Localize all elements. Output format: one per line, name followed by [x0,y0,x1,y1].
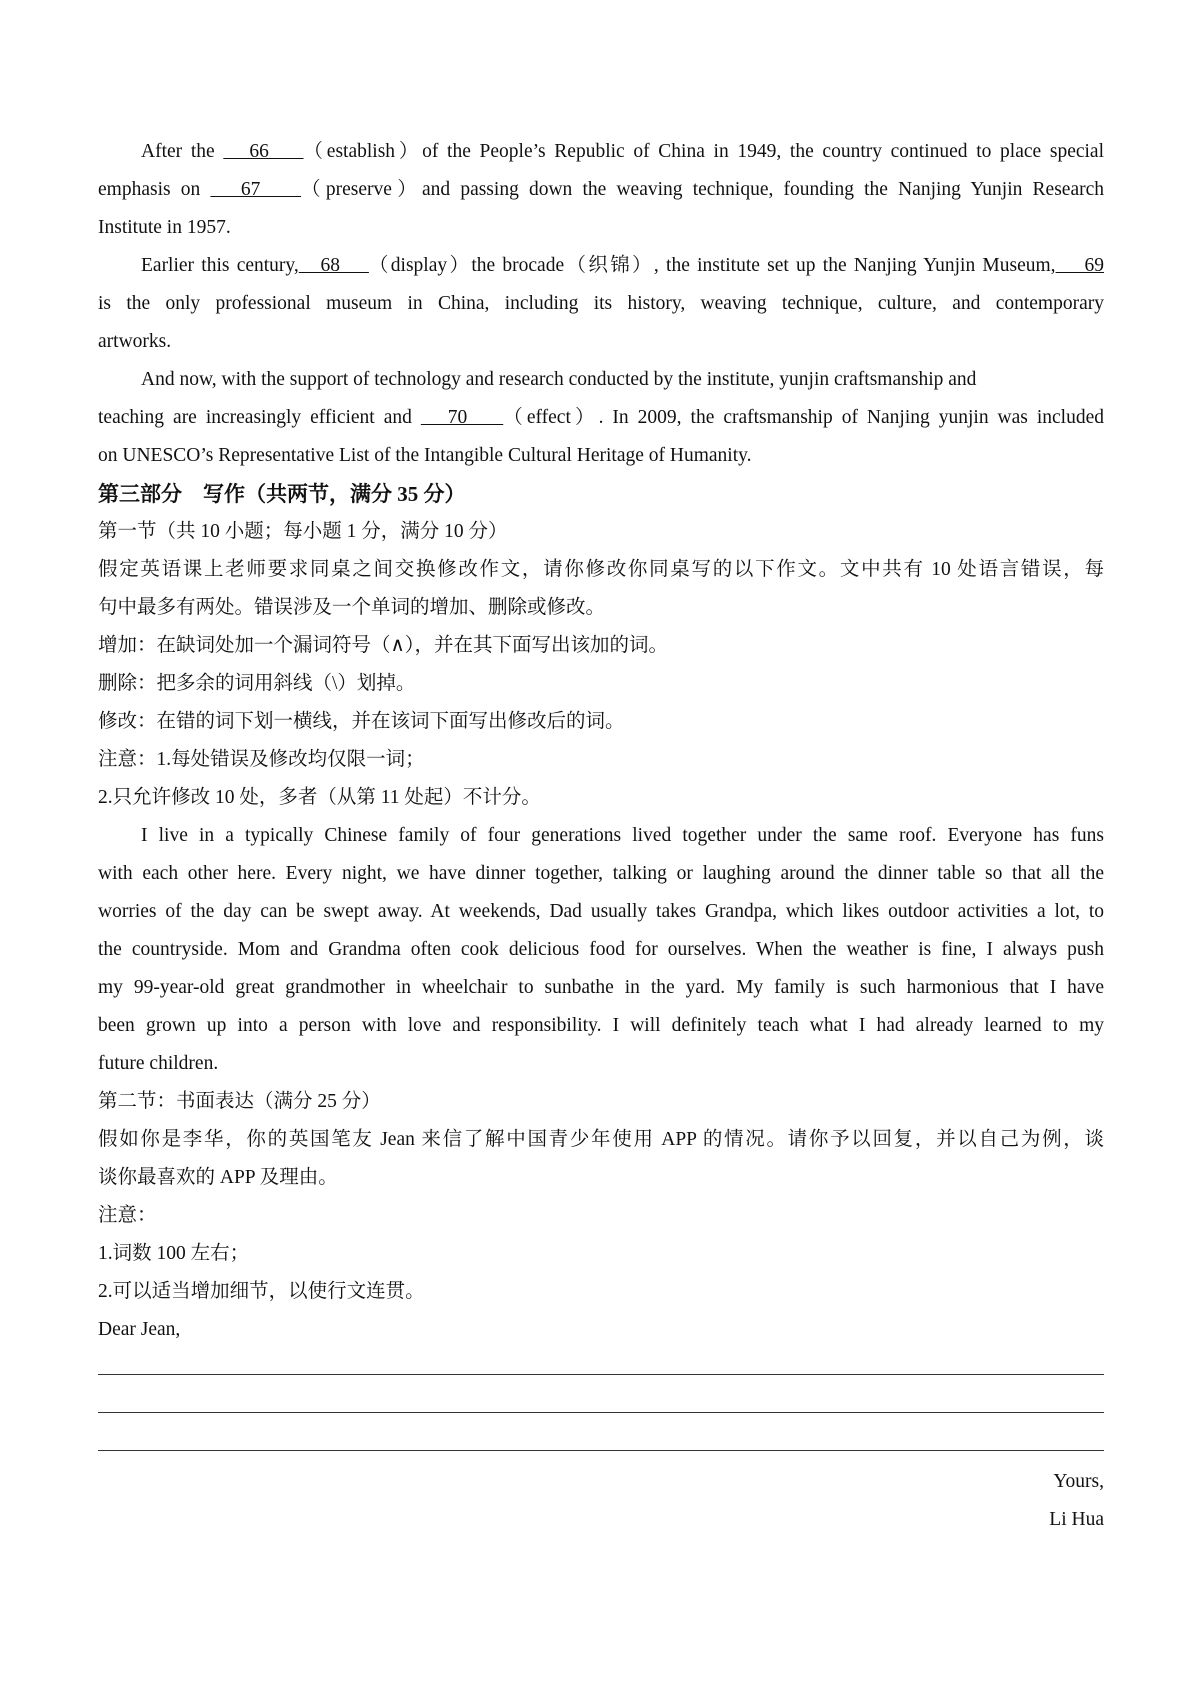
text-line [98,1463,1104,1501]
writing-answer-line [98,1349,1104,1387]
text-segment: 第三部分 写作（共两节，满分 35 分） [98,482,466,506]
text-segment: After the [141,141,224,162]
text-line [98,171,1104,209]
text-segment: on UNESCO’s Representative List of the Intangible Cultural Heritage of Humanity. [98,445,752,466]
text-line [98,741,1104,779]
text-line [98,1235,1104,1273]
text-segment: 注意：1.每处错误及修改均仅限一词； [98,749,425,770]
text-segment: 假如你是李华，你的英国笔友 Jean 来信了解中国青少年使用 APP 的情况。请你予以回复，并以自己为例，谈 [98,1129,1104,1150]
answer-blank: 68 [298,255,369,276]
text-segment: is the only professional museum in China, including its history, weaving technique, culture, and contemporary [98,293,1104,314]
text-line [98,133,1104,171]
answer-blank: 66 [223,141,304,162]
answer-blank: 70 [420,407,504,428]
text-line [98,1273,1104,1311]
text-segment: Earlier this century, [141,255,299,276]
text-line [98,1045,1104,1083]
text-line [98,323,1104,361]
text-segment: （establish）of the People’s Republic of China in 1949, the country continued to place special [303,141,1104,162]
answer-blank: 67 [210,179,302,200]
text-line [98,1007,1104,1045]
text-line [98,1501,1104,1539]
text-line [98,1121,1104,1159]
text-segment: （display）the brocade（织锦）, the institute set up the Nanjing Yunjin Museum, [368,255,1056,276]
text-segment: 修改：在错的词下划一横线，并在该词下面写出修改后的词。 [98,711,625,732]
text-segment: 2.可以适当增加细节，以使行文连贯。 [98,1281,425,1302]
text-line [98,855,1104,893]
text-line [98,665,1104,703]
text-segment: 第一节（共 10 小题；每小题 1 分，满分 10 分） [98,521,508,542]
exam-page [98,133,1104,1539]
text-segment: 增加：在缺词处加一个漏词符号（∧），并在其下面写出该加的词。 [98,635,669,656]
text-segment: And now, with the support of technology and research conducted by the institute, yunjin craftsmanship and [141,369,977,390]
text-segment: 删除：把多余的词用斜线（\）划掉。 [98,673,416,694]
section-heading [98,475,1104,513]
text-line [98,209,1104,247]
text-line [98,1311,1104,1349]
text-line [98,969,1104,1007]
text-line [98,817,1104,855]
text-segment: 谈你最喜欢的 APP 及理由。 [98,1167,338,1188]
text-segment: 2.只允许修改 10 处，多者（从第 11 处起）不计分。 [98,787,541,808]
text-line [98,1197,1104,1235]
text-segment: I live in a typically Chinese family of four generations lived together under the same roof. Everyone has funs [141,825,1104,846]
text-line [98,285,1104,323]
text-segment: 注意： [98,1205,157,1226]
text-segment: been grown up into a person with love and responsibility. I will definitely teach what I had already learned to my [98,1015,1104,1036]
text-segment: （effect）. In 2009, the craftsmanship of Nanjing yunjin was included [503,407,1105,428]
text-line [98,247,1104,285]
text-segment: my 99-year-old great grandmother in wheelchair to sunbathe in the yard. My family is such harmonious that I have [98,977,1104,998]
text-segment: Dear Jean, [98,1319,181,1340]
text-line [98,399,1104,437]
text-line [98,513,1104,551]
text-segment: Institute in 1957. [98,217,231,238]
text-segment: 假定英语课上老师要求同桌之间交换修改作文，请你修改你同桌写的以下作文。文中共有 10 处语言错误，每 [98,559,1104,580]
text-segment: emphasis on [98,179,211,200]
text-line [98,589,1104,627]
answer-blank: 69 [1055,255,1105,276]
text-segment: artworks. [98,331,172,352]
text-segment: teaching are increasingly efficient and [98,407,421,428]
text-line [98,1083,1104,1121]
text-line [98,1159,1104,1197]
text-segment: （preserve）and passing down the weaving technique, founding the Nanjing Yunjin Research [301,179,1104,200]
text-segment: Yours, [1053,1471,1104,1492]
text-line [98,931,1104,969]
text-segment: with each other here. Every night, we have dinner together, talking or laughing around the dinner table so that all the [98,863,1104,884]
text-segment: 1.词数 100 左右； [98,1243,250,1264]
text-line [98,437,1104,475]
text-line [98,703,1104,741]
text-segment: future children. [98,1053,219,1074]
writing-answer-line [98,1425,1104,1463]
text-segment: worries of the day can be swept away. At weekends, Dad usually takes Grandpa, which likes outdoor activities a lot, to [98,901,1104,922]
text-line [98,551,1104,589]
text-segment: Li Hua [1049,1509,1104,1530]
text-segment: 第二节：书面表达（满分 25 分） [98,1091,381,1112]
text-line [98,361,1104,399]
text-segment: 句中最多有两处。错误涉及一个单词的增加、删除或修改。 [98,597,606,618]
text-line [98,893,1104,931]
text-segment: the countryside. Mom and Grandma often cook delicious food for ourselves. When the weather is fine, I always push [98,939,1104,960]
text-line [98,627,1104,665]
writing-answer-line [98,1387,1104,1425]
text-line [98,779,1104,817]
